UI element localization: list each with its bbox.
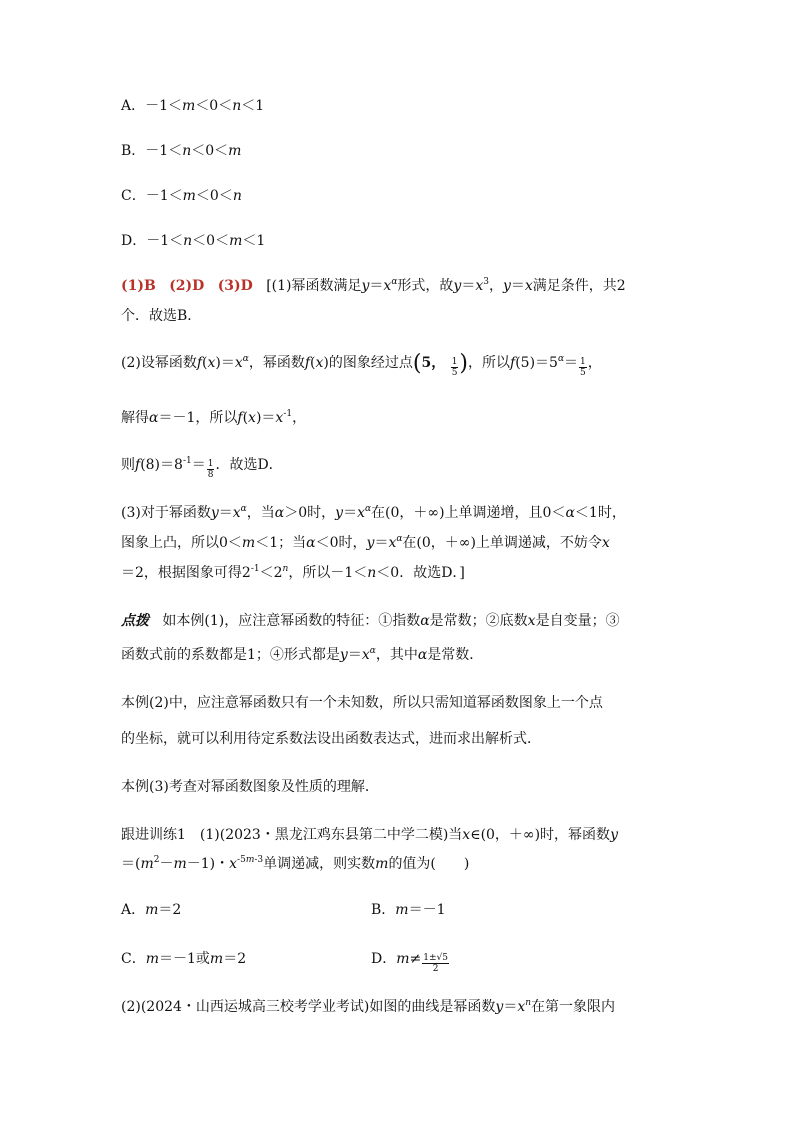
answer-3: (3)D bbox=[217, 278, 253, 294]
tip-line-1 bbox=[121, 611, 620, 631]
solution-2-line-3-end: ．故选D． bbox=[215, 457, 283, 473]
solution-2-line-2: 解得α＝－1，所以$f(x)=x^{-1}$， bbox=[121, 409, 307, 426]
fraction-denominator: 5 bbox=[451, 368, 458, 378]
left-paren: ( bbox=[412, 351, 422, 376]
option-a: A．－1＜m＜0＜n＜1 bbox=[121, 98, 265, 114]
tip-para-2-line-2: 的坐标，就可以利用待定系数法设出函数表达式，进而求出解析式． bbox=[121, 731, 541, 747]
fraction-numerator-2: 1 bbox=[580, 357, 586, 367]
answer-2: (2)D bbox=[169, 278, 205, 294]
fraction-1-8-den: 8 bbox=[207, 470, 214, 480]
fraction-numerator: 1 bbox=[451, 357, 458, 367]
solution-3-line-1: (3)对于幂函数$y=x^\alpha$，当α＞0时，$y=x^\alpha$在(0，＋∞)上单调递增，且0＜α＜1时， bbox=[121, 504, 626, 521]
solution-1-line-1 bbox=[121, 276, 626, 296]
solution-2-line-1: (2)设幂函数$f(x)=x^\alpha$，幂函数f(x)的图象经过点(5， $\frac{1}{5}$ )，所以$f(5)=5^\alpha=$ $\frac{1}{5}$ ， bbox=[121, 351, 602, 378]
fraction-option-d-num: 1±√5 bbox=[423, 953, 448, 963]
fraction-option-d-den: 2 bbox=[432, 964, 439, 974]
fraction-1-8 bbox=[207, 459, 215, 480]
solution-2-line-3: 则$f(8)=8^{-1}=$ $\frac{1}{8}$ ．故选D． bbox=[121, 456, 283, 480]
practice-line-2: $=(m^2-m-1)$・$x^{-5m-3}$单调递减，则实数m的值为( ) bbox=[121, 855, 470, 872]
point-x: 5， bbox=[421, 355, 446, 371]
option-c: C．－1＜m＜0＜n bbox=[121, 188, 242, 204]
tip-label: 点拨 bbox=[121, 613, 149, 629]
tip-para-2-line-1: 本例(2)中，应注意幂函数只有一个未知数，所以只需知道幂函数图象上一个点 bbox=[121, 695, 603, 711]
fraction-1-8-num: 1 bbox=[207, 459, 214, 469]
tip-para-3: 本例(3)考查对幂函数图象及性质的理解． bbox=[121, 779, 379, 795]
fraction-denominator-2: 5 bbox=[580, 368, 586, 378]
fraction-option-d bbox=[422, 953, 449, 974]
option-d: D．－1＜n＜0＜m＜1 bbox=[121, 233, 266, 249]
practice-option-b: B．m＝－1 bbox=[371, 902, 446, 918]
solution-3-line-3: ＝2，根据图象可得$2^{-1}<2^n$，所以－1＜n＜0．故选D．] bbox=[121, 564, 465, 581]
solution-1-line-2: 个．故选B． bbox=[121, 308, 202, 324]
solution-3-line-2: 图象上凸，所以0＜m＜1；当α＜0时，$y=x^\alpha$在(0，＋∞)上单调递减，不妨令x bbox=[121, 534, 610, 551]
practice-option-d: D．m≠ $\frac{1\pm√5}{2}$ bbox=[371, 951, 448, 974]
solution-1-text: [(1)幂函数满足$y=x^\alpha$形式，故$y=x^3$，y＝x满足条件，共2 bbox=[266, 277, 626, 294]
tip-text-1: 如本例(1)，应注意幂函数的特征：①指数α是常数；②底数x是自变量；③ bbox=[162, 613, 620, 629]
practice-option-a: A．m＝2 bbox=[121, 902, 182, 918]
fraction-result bbox=[579, 357, 587, 378]
tip-line-2: 函数式前的系数都是1；④形式都是$y=x^\alpha$，其中α是常数． bbox=[121, 646, 484, 663]
practice-line-1: 跟进训练1 (1)(2023・黑龙江鸡东县第二中学二模)当x∈(0，＋∞)时，幂函数y bbox=[121, 827, 618, 843]
practice-option-c: C．m＝－1或m＝2 bbox=[121, 951, 247, 967]
option-b: B．－1＜n＜0＜m bbox=[121, 143, 242, 159]
practice-part-2: (2)(2024・山西运城高三校考学业考试)如图的曲线是幂函数$y=x^n$在第一象限内 bbox=[121, 998, 616, 1015]
right-paren: ) bbox=[459, 351, 469, 376]
answer-1: (1)B bbox=[121, 278, 156, 294]
fraction-1-5 bbox=[451, 357, 459, 378]
